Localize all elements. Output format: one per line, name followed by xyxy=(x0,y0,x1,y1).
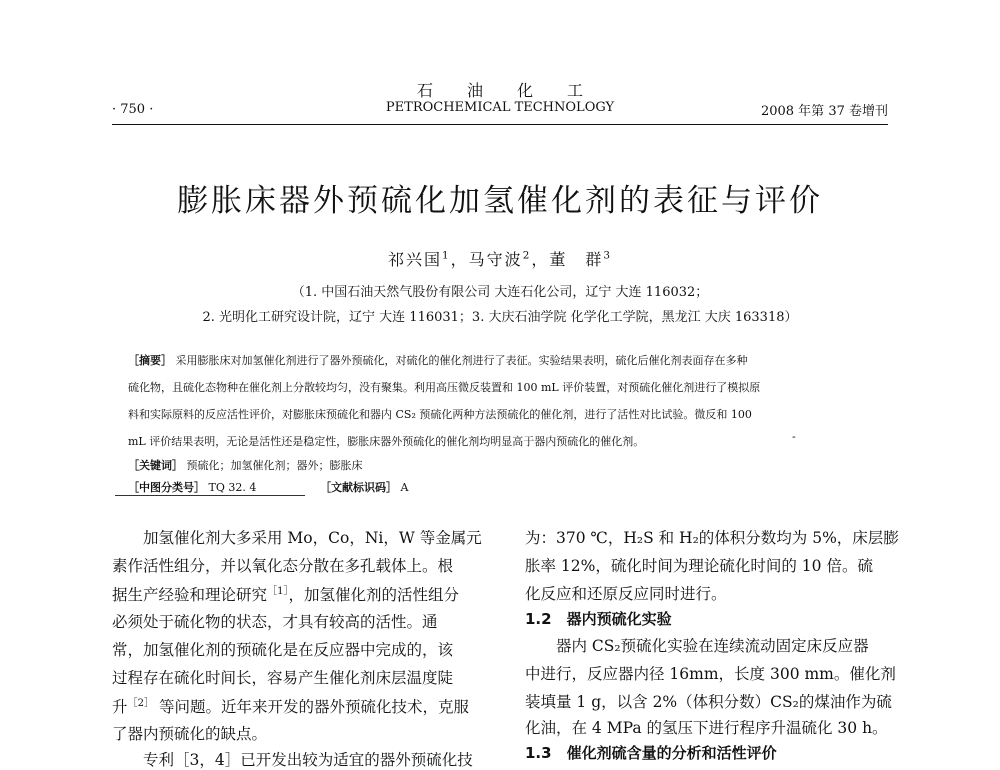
body-line: 过程存在硫化时间长，容易产生催化剂床层温度陡 xyxy=(112,669,454,687)
author-name: 祁兴国 xyxy=(388,250,443,269)
abstract-rule xyxy=(115,495,305,496)
body-line: 必须处于硫化物的状态，才具有较高的活性。通 xyxy=(112,613,438,631)
author-name: 董 群 xyxy=(549,250,604,269)
doc-value: A xyxy=(400,481,409,494)
header-rule xyxy=(112,124,888,125)
author-mark: 2 xyxy=(522,249,532,262)
body-line: 了器内预硫化的缺点。 xyxy=(112,725,268,743)
body-line: 升$^{[2]}$ 等问题。近年来开发的器外预硫化技术，克服 xyxy=(112,698,469,717)
author-list xyxy=(0,247,1000,270)
body-line: 素作活性组分，并以氧化态分散在多孔载体上。根 xyxy=(112,557,454,575)
author-separator: ， xyxy=(531,250,550,269)
author-separator: ， xyxy=(450,250,469,269)
doc-code-line xyxy=(320,479,408,495)
body-line: 化油，在 4 MPa 的氢压下进行程序升温硫化 30 h。 xyxy=(525,719,888,737)
author-name: 马守波 xyxy=(468,250,523,269)
body-line: 专利［3，4］已开发出较为适宜的器外预硫化技 xyxy=(112,751,473,769)
citation-ref[interactable]: ［2］ xyxy=(127,698,155,709)
author-mark: 3 xyxy=(603,249,612,262)
page-number: · 750 · xyxy=(112,102,154,117)
body-line: 据生产经验和理论研究$^{[1]}$，加氢催化剂的活性组分 xyxy=(112,586,460,605)
issue-info: 2008 年第 37 卷增刊 xyxy=(760,104,888,119)
journal-title-chinese: 石油化工 xyxy=(416,81,617,100)
keywords-label: ［关键词］ xyxy=(128,459,183,472)
body-line: 常，加氢催化剂的预硫化是在反应器中完成的，该 xyxy=(112,641,454,659)
body-line: 装填量 1 g，以含 2%（体积分数）CS₂的煤油作为硫 xyxy=(525,693,892,711)
journal-title-english: PETROCHEMICAL TECHNOLOGY xyxy=(385,100,615,115)
body-line: 中进行，反应器内径 16mm，长度 300 mm。催化剂 xyxy=(525,665,896,683)
body-line: 器内 CS₂预硫化实验在连续流动固定床反应器 xyxy=(525,637,869,655)
body-line: 加氢催化剂大多采用 Mo，Co，Ni，W 等金属元 xyxy=(112,529,482,547)
section-heading: 1.2 器内预硫化实验 xyxy=(525,610,672,628)
citation-ref[interactable]: ［1］ xyxy=(267,586,289,597)
abstract-line xyxy=(128,352,748,368)
abstract-text: 采用膨胀床对加氢催化剂进行了器外预硫化，对硫化的催化剂进行了表征。实验结果表明，硫化后催化剂表面存在多种 xyxy=(175,354,748,367)
class-label: ［中图分类号］ xyxy=(128,481,205,494)
abstract-line: mL 评价结果表明，无论是活性还是稳定性，膨胀床器外预硫化的催化剂均明显高于器内预硫化的催化剂。 xyxy=(128,435,645,448)
author-mark: 1 xyxy=(442,249,451,262)
abstract-line: 料和实际原料的反应活性评价，对膨胀床预硫化和器内 CS₂ 预硫化两种方法预硫化的催化剂，进行了活性对比试验。微反和 100 xyxy=(128,408,752,421)
affiliation-line: 2. 光明化工研究设计院，辽宁 大连 116031；3. 大庆石油学院 化学化工学院，黑龙江 大庆 163318） xyxy=(202,310,798,325)
affiliation-line: （1. 中国石油天然气股份有限公司 大连石化公司，辽宁 大连 116032； xyxy=(291,285,709,300)
keywords-line xyxy=(128,457,363,473)
body-line: 为：370 ℃，H₂S 和 H₂的体积分数均为 5%，床层膨 xyxy=(525,529,899,547)
stray-mark: - xyxy=(792,430,796,443)
class-value: TQ 32. 4 xyxy=(208,481,257,494)
body-line: 化反应和还原反应同时进行。 xyxy=(525,585,727,603)
abstract-label: ［摘要］ xyxy=(128,354,172,367)
section-heading: 1.3 催化剂硫含量的分析和活性评价 xyxy=(525,744,777,762)
paper-title: 膨胀床器外预硫化加氢催化剂的表征与评价 xyxy=(177,183,823,219)
abstract-line: 硫化物，且硫化态物种在催化剂上分散较均匀，没有聚集。利用高压微反装置和 100 mL 评价装置，对预硫化催化剂进行了模拟原 xyxy=(128,381,761,394)
classification-line xyxy=(128,479,256,495)
body-line: 胀率 12%，硫化时间为理论硫化时间的 10 倍。硫 xyxy=(525,557,873,575)
keywords-text: 预硫化；加氢催化剂；器外；膨胀床 xyxy=(186,459,363,472)
doc-label: ［文献标识码］ xyxy=(320,481,397,494)
